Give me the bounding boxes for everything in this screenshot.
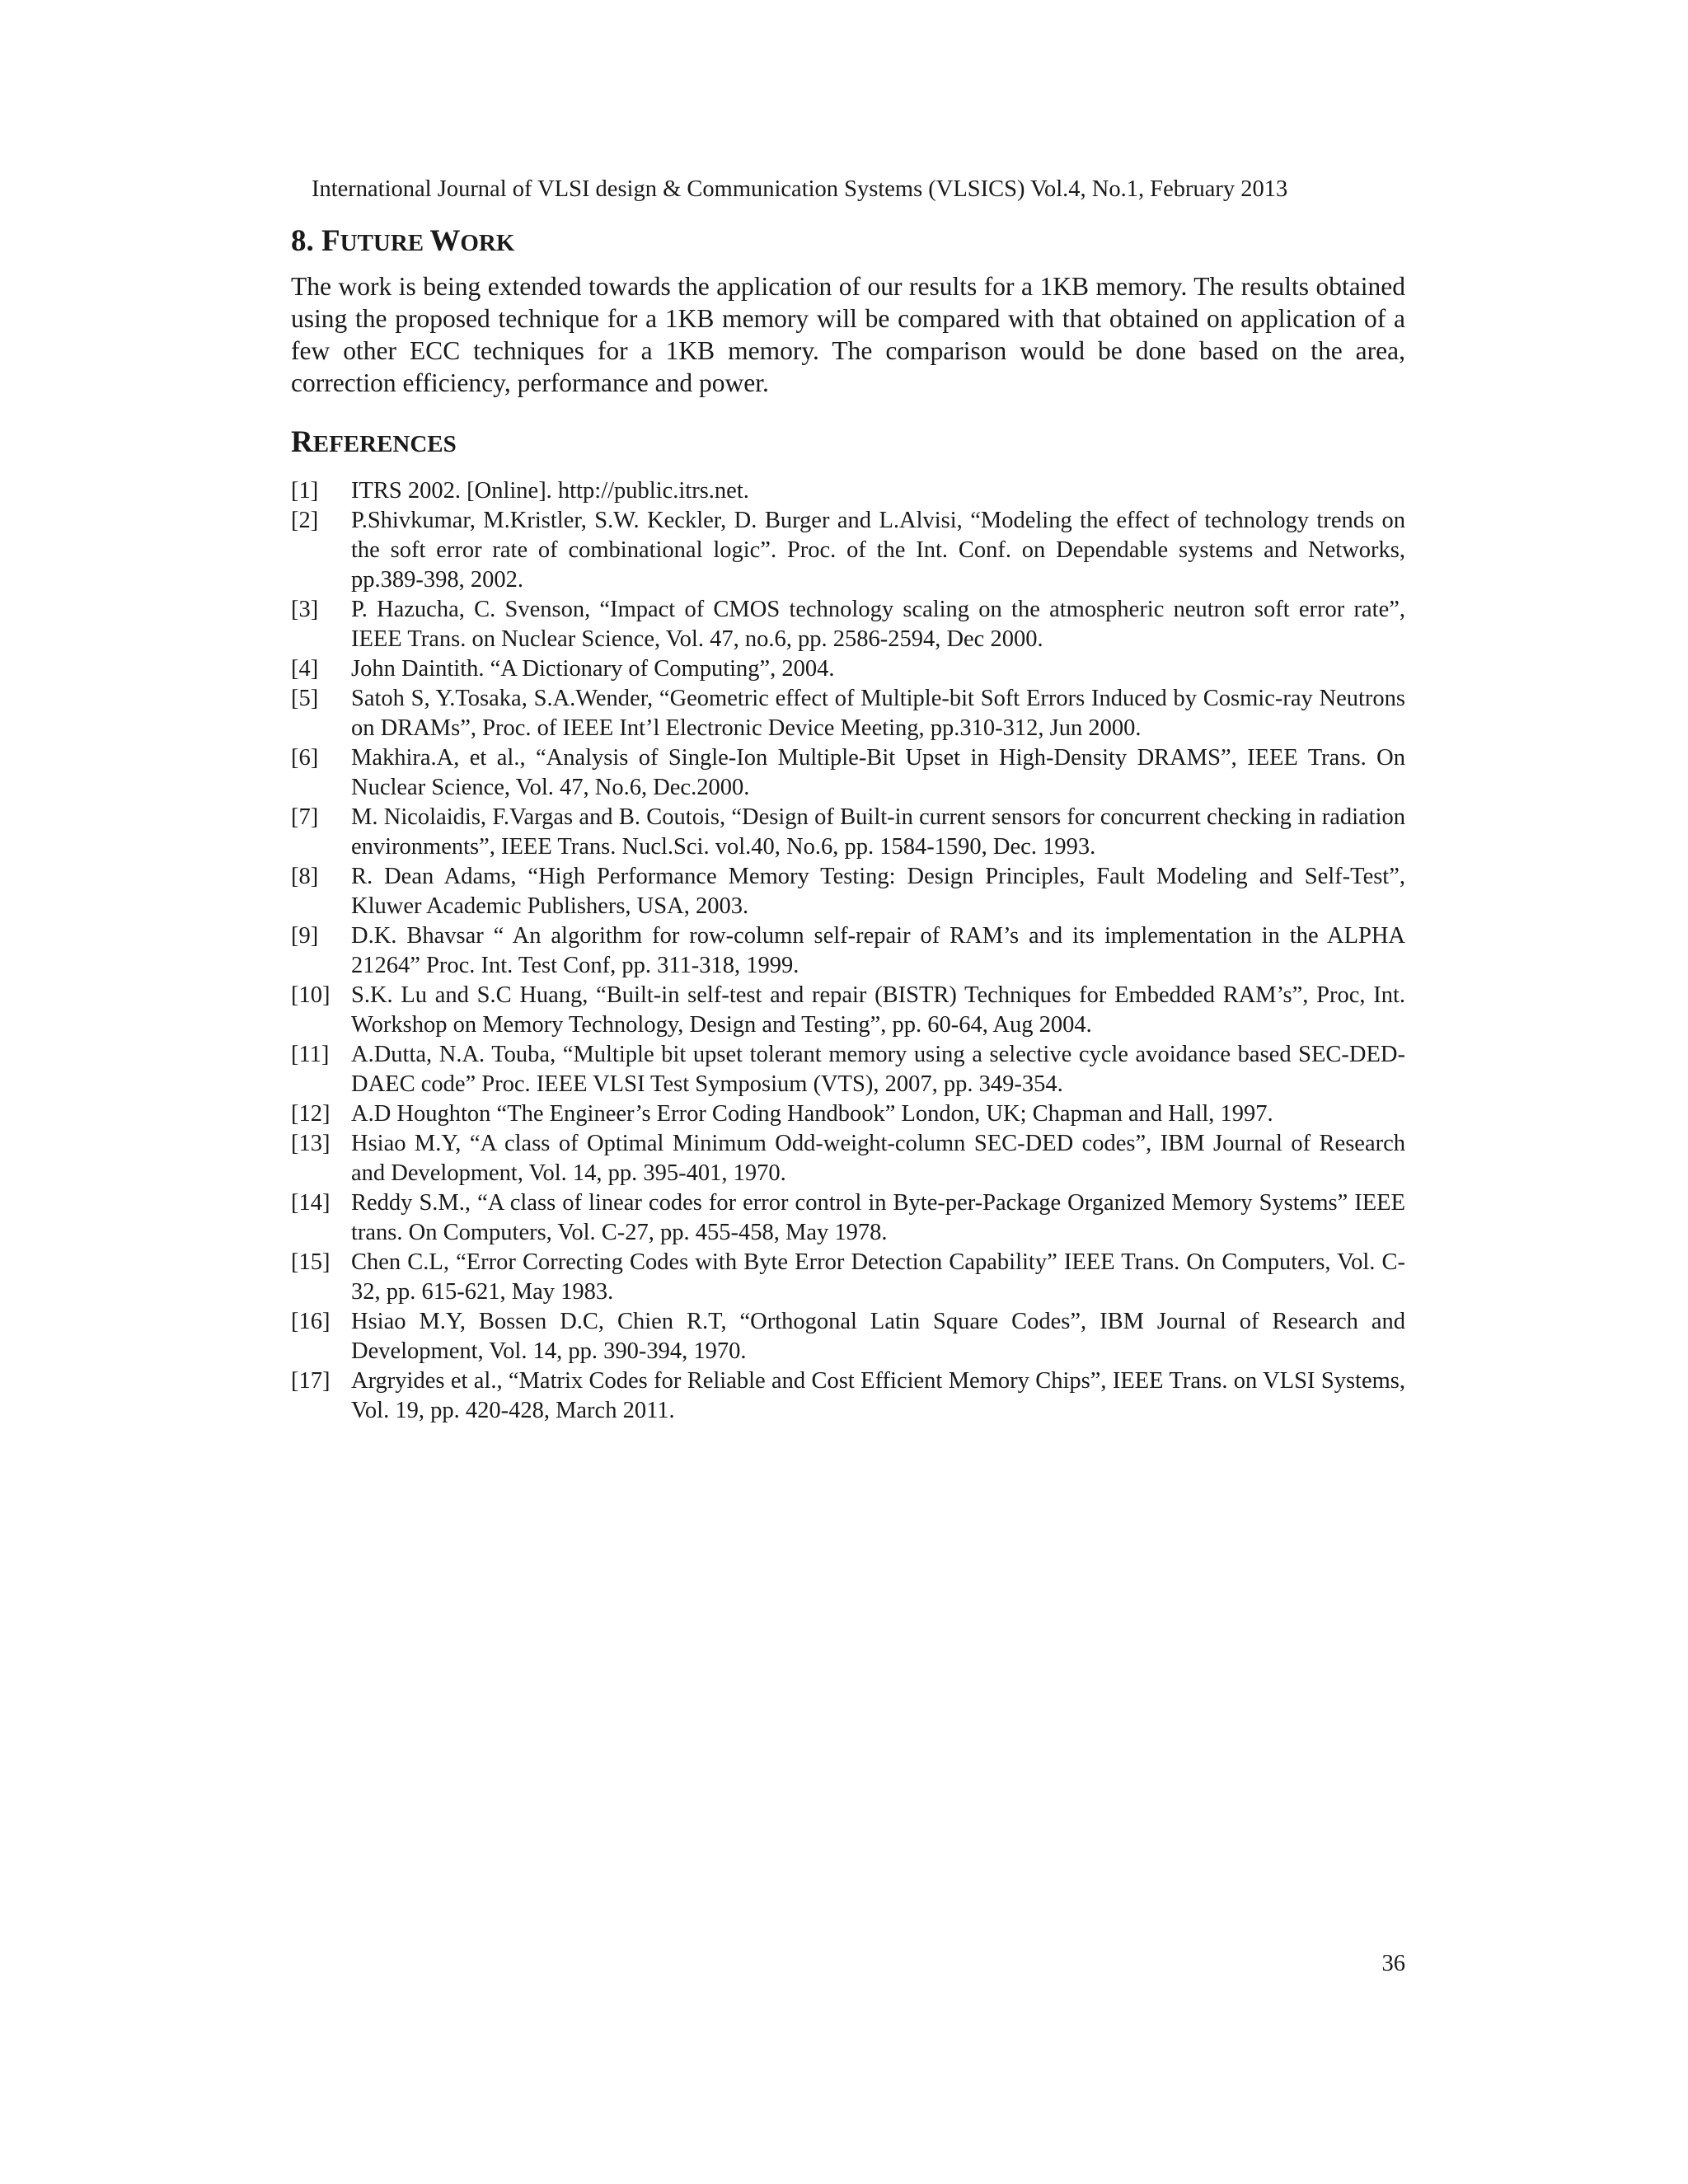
reference-text: John Daintith. “A Dictionary of Computing”, 2004. — [351, 656, 835, 682]
heading-smallcaps: EFERENCES — [312, 431, 457, 457]
reference-item — [291, 684, 1405, 743]
reference-number: [9] — [291, 923, 319, 949]
reference-item — [291, 1040, 1405, 1099]
reference-text: P. Hazucha, C. Svenson, “Impact of CMOS technology scaling on the atmospheric neutron soft error rate”, IEEE Trans. on Nuclear Science, Vol. 47, no.6, pp. 2586-2594, Dec 2000. — [351, 597, 1405, 652]
reference-item — [291, 743, 1405, 803]
reference-item — [291, 654, 1405, 684]
reference-text: A.D Houghton “The Engineer’s Error Coding Handbook” London, UK; Chapman and Hall, 1997. — [351, 1101, 1273, 1127]
reference-item — [291, 981, 1405, 1040]
reference-item — [291, 1248, 1405, 1307]
reference-text: D.K. Bhavsar “ An algorithm for row-column self-repair of RAM’s and its implementation in the ALPHA 21264” Proc. Int. Test Conf, pp. 311-318, 1999. — [351, 923, 1405, 978]
reference-text: Chen C.L, “Error Correcting Codes with Byte Error Detection Capability” IEEE Trans. On Computers, Vol. C-32, pp. 615-621, May 1983. — [351, 1249, 1405, 1305]
reference-number: [6] — [291, 745, 319, 771]
heading-capital: W — [429, 224, 461, 258]
reference-number: [10] — [291, 982, 331, 1008]
reference-item — [291, 803, 1405, 862]
reference-text: S.K. Lu and S.C Huang, “Built-in self-test and repair (BISTR) Techniques for Embedded RAM’s”, Proc, Int. Workshop on Memory Technology, Design and Testing”, pp. 60-64, Aug 2004. — [351, 982, 1405, 1038]
reference-text: Reddy S.M., “A class of linear codes for error control in Byte-per-Package Organized Memory Systems” IEEE trans. On Computers, Vol. C-27, pp. 455-458, May 1978. — [351, 1190, 1405, 1245]
reference-text: M. Nicolaidis, F.Vargas and B. Coutois, “Design of Built-in current sensors for concurrent checking in radiation environments”, IEEE Trans. Nucl.Sci. vol.40, No.6, pp. 1584-1590, Dec. 1993. — [351, 804, 1405, 860]
reference-text: Makhira.A, et al., “Analysis of Single-Ion Multiple-Bit Upset in High-Density DRAMS”, IEEE Trans. On Nuclear Science, Vol. 47, No.6, Dec.2000. — [351, 745, 1405, 800]
reference-number: [17] — [291, 1368, 331, 1394]
reference-item — [291, 1188, 1405, 1248]
reference-number: [15] — [291, 1249, 331, 1275]
page-number: 36 — [1381, 1951, 1405, 1976]
page-content — [291, 223, 1405, 1426]
reference-item — [291, 1307, 1405, 1366]
reference-text: A.Dutta, N.A. Touba, “Multiple bit upset tolerant memory using a selective cycle avoidance based SEC-DED-DAEC code” Proc. IEEE VLSI Test Symposium (VTS), 2007, pp. 349-354. — [351, 1042, 1405, 1097]
heading-capital: F — [321, 224, 340, 258]
reference-item — [291, 921, 1405, 981]
heading-smallcaps: ORK — [460, 230, 515, 256]
reference-item — [291, 595, 1405, 654]
reference-text: Hsiao M.Y, “A class of Optimal Minimum Odd-weight-column SEC-DED codes”, IBM Journal of Research and Development, Vol. 14, pp. 395-401, 1970. — [351, 1131, 1405, 1186]
reference-number: [13] — [291, 1131, 331, 1156]
references-heading — [291, 424, 1405, 462]
heading-smallcaps: UTURE — [340, 230, 430, 256]
reference-number: [14] — [291, 1190, 331, 1216]
reference-text: P.Shivkumar, M.Kristler, S.W. Keckler, D. Burger and L.Alvisi, “Modeling the effect of technology trends on the soft error rate of combinational logic”. Proc. of the Int. Conf. on Dependable systems and Networks, pp.389-398, 2002. — [351, 508, 1405, 593]
reference-item — [291, 1366, 1405, 1426]
reference-number: [16] — [291, 1309, 331, 1334]
future-work-paragraph: The work is being extended towards the application of our results for a 1KB memory. The results obtained using the proposed technique for a 1KB memory will be compared with that obtained on application of a few other ECC techniques for a 1KB memory. The comparison would be done based on the area, correction efficiency, performance and power. — [291, 272, 1405, 397]
reference-number: [8] — [291, 864, 319, 889]
heading-number: 8. — [291, 224, 321, 258]
reference-list — [291, 476, 1405, 1426]
reference-item — [291, 1099, 1405, 1129]
reference-text: Satoh S, Y.Tosaka, S.A.Wender, “Geometric effect of Multiple-bit Soft Errors Induced by Cosmic-ray Neutrons on DRAMs”, Proc. of IEEE Int’l Electronic Device Meeting, pp.310-312, Jun 2000. — [351, 686, 1405, 741]
reference-number: [7] — [291, 804, 319, 830]
future-work-heading — [291, 223, 1405, 260]
reference-item — [291, 506, 1405, 595]
reference-number: [5] — [291, 686, 319, 711]
reference-text: ITRS 2002. [Online]. http://public.itrs.net. — [351, 478, 749, 504]
reference-item — [291, 476, 1405, 506]
reference-text: R. Dean Adams, “High Performance Memory Testing: Design Principles, Fault Modeling and Self-Test”, Kluwer Academic Publishers, USA, 2003. — [351, 864, 1405, 919]
reference-item — [291, 1129, 1405, 1188]
heading-capital: R — [291, 425, 313, 459]
reference-text: Argryides et al., “Matrix Codes for Reliable and Cost Efficient Memory Chips”, IEEE Trans. on VLSI Systems, Vol. 19, pp. 420-428, March 2011. — [351, 1368, 1405, 1423]
running-header: International Journal of VLSI design & Communication Systems (VLSICS) Vol.4, No.1, February 2013 — [312, 176, 1288, 202]
reference-number: [2] — [291, 508, 319, 533]
reference-number: [11] — [291, 1042, 330, 1067]
reference-text: Hsiao M.Y, Bossen D.C, Chien R.T, “Orthogonal Latin Square Codes”, IBM Journal of Research and Development, Vol. 14, pp. 390-394, 1970. — [351, 1309, 1405, 1364]
reference-number: [1] — [291, 478, 319, 504]
reference-number: [12] — [291, 1101, 331, 1127]
reference-number: [4] — [291, 656, 319, 682]
reference-number: [3] — [291, 597, 319, 622]
reference-item — [291, 862, 1405, 921]
